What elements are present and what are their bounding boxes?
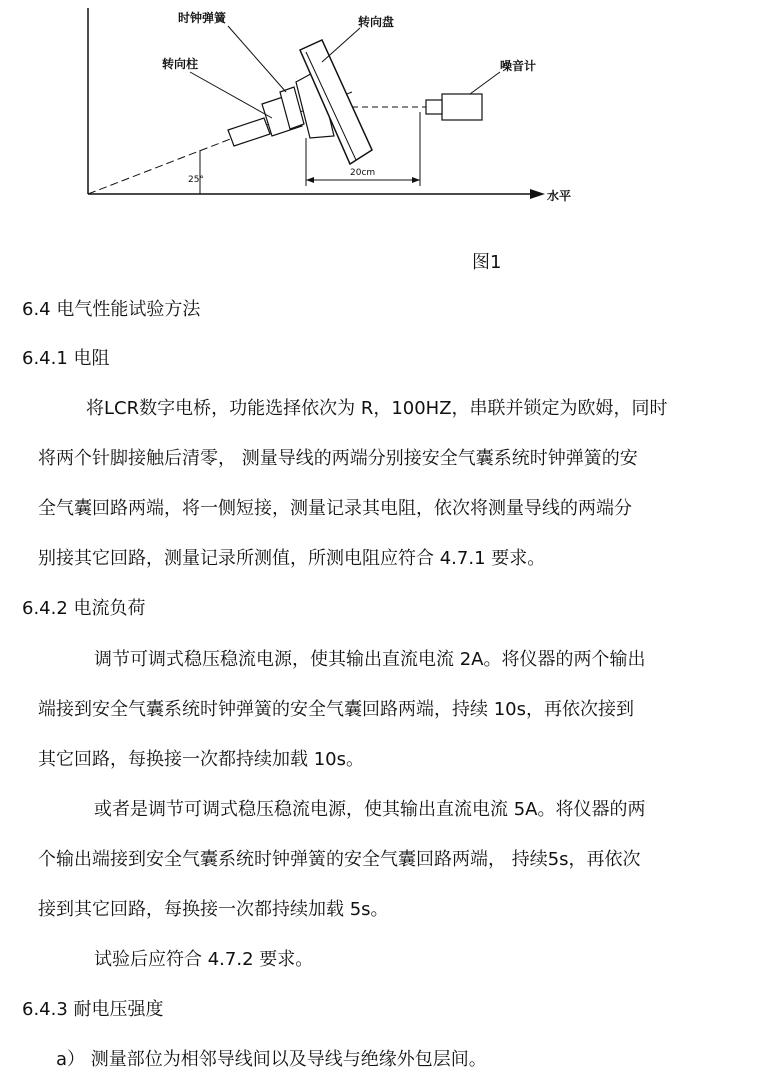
noise-meter-mic [426, 100, 442, 114]
paragraph-line: 将两个针脚接触后清零， 测量导线的两端分别接安全气囊系统时钟弹簧的安 [38, 448, 638, 469]
label-steering-wheel: 转向盘 [358, 15, 395, 29]
paragraph-line: 别接其它回路，测量记录所测值，所测电阻应符合 4.7.1 要求。 [38, 548, 546, 569]
distance-label: 20cm [350, 168, 376, 178]
paragraph-line: 调节可调式稳压稳流电源，使其输出直流电流 2A。将仪器的两个输出 [94, 649, 646, 670]
label-noise-meter: 噪音计 [500, 59, 537, 73]
paragraph-line: 端接到安全气囊系统时钟弹簧的安全气囊回路两端，持续 10s，再依次接到 [38, 699, 635, 720]
dimension-arrow-left [306, 177, 314, 183]
paragraph-line: 接到其它回路，每换接一次都持续加载 5s。 [38, 899, 389, 920]
dimension-arrow-right [412, 177, 420, 183]
paragraph-line: 个输出端接到安全气囊系统时钟弹簧的安全气囊回路两端， 持续5s，再依次 [38, 849, 641, 870]
section-heading-6-4-1: 6.4.1 电阻 [22, 348, 110, 369]
leader-steering-wheel [322, 28, 360, 62]
test-setup-diagram [0, 0, 780, 240]
section-heading-6-4: 6.4 电气性能试验方法 [22, 299, 201, 320]
label-steering-column: 转向柱 [162, 57, 199, 71]
paragraph-line: 将LCR数字电桥，功能选择依次为 R，100HZ，串联并锁定为欧姆，同时 [86, 398, 668, 419]
angle-label: 25° [188, 175, 204, 185]
paragraph-line: 或者是调节可调式稳压稳流电源，使其输出直流电流 5A。将仪器的两 [94, 799, 646, 820]
label-clock-spring: 时钟弹簧 [178, 11, 227, 25]
noise-meter-body [442, 94, 482, 120]
leader-clock-spring [228, 26, 286, 92]
paragraph-line: 试验后应符合 4.7.2 要求。 [94, 949, 314, 970]
label-horizontal: 水平 [547, 189, 572, 203]
leader-steering-column [190, 72, 272, 118]
list-item-a: a） 测量部位为相邻导线间以及导线与绝缘外包层间。 [56, 1049, 487, 1070]
paragraph-line: 其它回路，每换接一次都持续加载 10s。 [38, 749, 365, 770]
leader-noise-meter [470, 72, 500, 94]
steering-column-shape [228, 118, 270, 146]
section-heading-6-4-2: 6.4.2 电流负荷 [22, 598, 146, 619]
paragraph-line: 全气囊回路两端，将一侧短接，测量记录其电阻，依次将测量导线的两端分 [38, 498, 632, 519]
horizontal-axis-arrow [530, 189, 545, 199]
section-heading-6-4-3: 6.4.3 耐电压强度 [22, 999, 164, 1020]
figure-caption: 图1 [472, 252, 502, 273]
